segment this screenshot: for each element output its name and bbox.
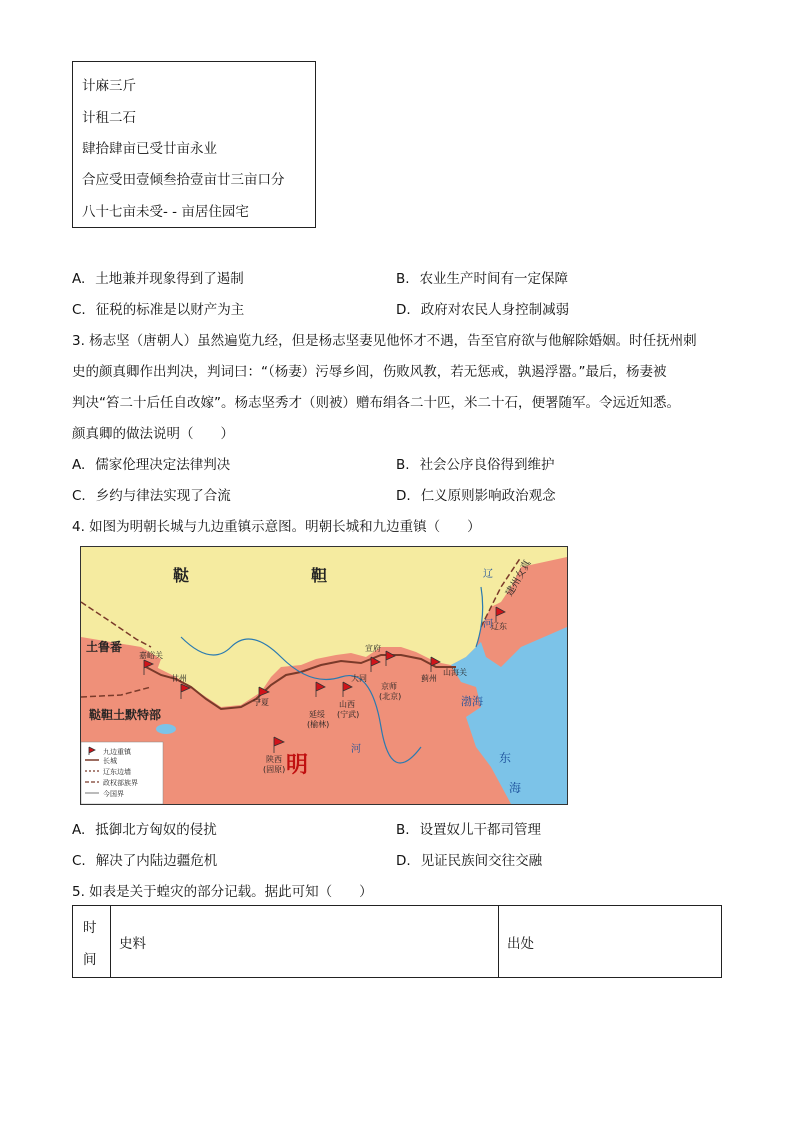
q3-stem-line: 史的颜真卿作出判决，判词曰：“（杨妻）污辱乡闾，伤败风教，若无惩戒，孰遏浮嚣。”最后，杨妻被 — [72, 364, 667, 380]
town-guyuan: (固原) — [263, 765, 286, 774]
source-line: 计麻三斤 — [82, 78, 136, 94]
town-shanhaiguan: 山海关 — [443, 668, 467, 677]
label-river: 河 — [351, 744, 361, 755]
header-source-cell — [111, 906, 499, 977]
option-text: 征税的标准是以财产为主 — [95, 302, 245, 318]
q3-option-a[interactable] — [72, 453, 230, 473]
town-xuanfu: 宣府 — [365, 644, 381, 653]
header-time-line-2: 间 — [83, 952, 97, 968]
option-text: 土地兼并现象得到了遏制 — [95, 271, 244, 287]
q2-option-b[interactable] — [396, 267, 568, 287]
q4-option-a[interactable] — [72, 818, 217, 838]
q3-option-d[interactable] — [396, 484, 556, 504]
town-yansui: 延绥 — [309, 710, 325, 719]
option-letter: A. — [72, 822, 86, 838]
option-letter: C. — [72, 302, 86, 318]
option-text: 儒家伦理决定法律判决 — [95, 457, 231, 473]
map-legend — [81, 742, 163, 804]
legend-label: 辽东边墙 — [103, 768, 131, 776]
option-text: 仁义原则影响政治观念 — [420, 488, 556, 504]
town-ningxia: 宁夏 — [253, 698, 269, 707]
header-origin: 出处 — [507, 936, 534, 952]
header-source: 史料 — [119, 936, 146, 952]
ming-great-wall-map — [80, 546, 568, 805]
label-tatar: 鞑 — [173, 566, 190, 585]
label-donghai: 东 — [499, 751, 512, 765]
source-line: 肆拾肆亩已受廿亩永业 — [82, 141, 217, 157]
source-line: 八十七亩未受- - 亩居住园宅 — [82, 204, 249, 220]
option-letter: A. — [72, 271, 86, 287]
q3-option-c[interactable] — [72, 484, 231, 504]
option-letter: A. — [72, 457, 86, 473]
option-letter: D. — [396, 302, 411, 318]
option-letter: D. — [396, 488, 411, 504]
option-letter: B. — [396, 457, 410, 473]
q3-option-b[interactable] — [396, 453, 555, 473]
option-text: 农业生产时间有一定保障 — [419, 271, 569, 287]
q5-stem: 5. 如表是关于蝗灾的部分记载。据此可知（ ） — [72, 884, 373, 900]
option-text: 解决了内陆边疆危机 — [95, 853, 218, 869]
option-letter: B. — [396, 822, 410, 838]
q3-stem-line: 颜真卿的做法说明（ ） — [72, 426, 234, 442]
label-liaohe2: 河 — [483, 619, 493, 630]
option-text: 社会公序良俗得到维护 — [419, 457, 555, 473]
option-text: 抵御北方匈奴的侵扰 — [95, 822, 217, 838]
label-bohai: 渤海 — [461, 695, 483, 708]
town-jizhou: 蓟州 — [421, 674, 437, 683]
label-tufan: 土鲁番 — [86, 640, 123, 654]
town-jiayuguan: 嘉峪关 — [139, 651, 163, 660]
label-liaohe: 辽 — [483, 569, 493, 580]
label-tatar2: 靼 — [311, 566, 328, 585]
label-tumote: 鞑靼土默特部 — [89, 708, 162, 722]
option-letter: C. — [72, 853, 86, 869]
option-text: 见证民族间交往交融 — [420, 853, 543, 869]
town-jingshi: 京师 — [381, 682, 397, 691]
q3-stem-line: 判决“笞二十后任自改嫁”。杨志坚秀才（则被）赠布绢各二十匹，米二十石，便署随军。令远近知悉。 — [72, 395, 680, 411]
label-jianzhou: 建州女真 — [504, 558, 534, 599]
town-ningwu: (宁武) — [337, 710, 360, 719]
option-letter: D. — [396, 853, 411, 869]
q3-stem-line: 3. 杨志坚（唐朝人）虽然遍览九经，但是杨志坚妻见他怀才不遇，告至官府欲与他解除婚姻。时任抚州刺 — [72, 333, 697, 349]
town-yulin: (榆林) — [307, 720, 330, 729]
option-text: 乡约与律法实现了合流 — [95, 488, 231, 504]
option-letter: B. — [396, 271, 410, 287]
legend-label: 九边重镇 — [103, 748, 131, 756]
header-origin-cell — [499, 906, 721, 977]
option-text: 政府对农民人身控制减弱 — [420, 302, 570, 318]
legend-label: 长城 — [103, 757, 117, 765]
legend-label: 政权部族界 — [103, 779, 138, 787]
lake — [156, 724, 176, 734]
locust-records-table — [72, 905, 722, 978]
source-line: 计租二石 — [82, 110, 136, 126]
header-time-line-1: 时 — [83, 920, 97, 936]
option-letter: C. — [72, 488, 86, 504]
q2-option-d[interactable] — [396, 298, 569, 318]
map-svg — [81, 547, 567, 804]
header-time-cell — [73, 906, 111, 977]
q2-option-c[interactable] — [72, 298, 244, 318]
q4-option-c[interactable] — [72, 849, 217, 869]
q4-stem: 4. 如图为明朝长城与九边重镇示意图。明朝长城和九边重镇（ ） — [72, 519, 481, 535]
q4-option-d[interactable] — [396, 849, 542, 869]
town-shanxi: 山西 — [339, 700, 355, 709]
q4-option-b[interactable] — [396, 818, 541, 838]
q2-option-a[interactable] — [72, 267, 244, 287]
town-ganzhou: 甘州 — [171, 674, 187, 683]
town-liaodong: 辽东 — [491, 622, 507, 631]
legend-label: 今国界 — [103, 790, 124, 798]
label-ming: 明 — [286, 753, 309, 778]
source-excerpt-box — [72, 61, 316, 228]
town-beijing: (北京) — [379, 692, 402, 701]
town-shaanxi: 陕西 — [266, 755, 282, 764]
town-datong: 大同 — [351, 674, 367, 683]
label-donghai2: 海 — [509, 781, 522, 795]
option-text: 设置奴儿干都司管理 — [419, 822, 542, 838]
source-line: 合应受田壹倾叁拾壹亩廿三亩口分 — [82, 172, 285, 188]
